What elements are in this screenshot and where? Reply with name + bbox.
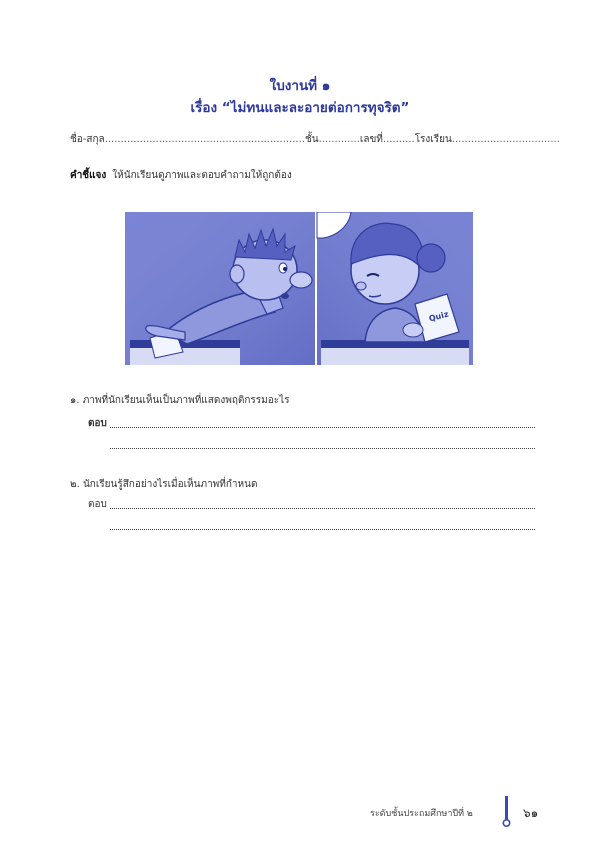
page-number: ๖๑ [523,806,539,820]
instruction-label: คำชี้แจง [70,170,107,181]
number-label: เลขที่ [359,134,383,145]
name-label: ชื่อ-สกุล [70,134,105,145]
answer-1-line-1[interactable] [110,427,535,428]
answer-2-label: ตอบ [88,499,107,510]
answer-2-line-2[interactable] [110,529,535,530]
answer-1-line-2[interactable] [110,448,535,449]
question-2: ๒. นักเรียนรู้สึกอย่างไรเมื่อเห็นภาพที่กำหนด [70,479,258,490]
cheating-illustration [125,212,473,365]
answer-1-label: ตอบ [88,418,107,429]
worksheet-title: ใบงานที่ ๑ [269,78,331,94]
school-label: โรงเรียน [414,134,452,145]
footer-accent-icon [500,796,514,828]
worksheet-subtitle: เรื่อง “ไม่ทนและละอายต่อการทุจริต” [190,100,410,116]
class-label: ชั้น [304,134,319,145]
quiz-paper-text: Quiz [427,309,450,324]
student-info-line: ชื่อ-สกุล...............................................................ชั้น.............เลขที่..........โรงเรียน.................................. [70,134,560,145]
instruction-text: ให้นักเรียนดูภาพและตอบคำถามให้ถูกต้อง [112,170,292,181]
right-panel [317,212,473,365]
left-panel [125,212,315,365]
question-1: ๑. ภาพที่นักเรียนเห็นเป็นภาพที่แสดงพฤติกรรมอะไร [70,395,290,406]
grade-level-footer: ระดับชั้นประถมศึกษาปีที่ ๒ [370,809,473,819]
answer-2-line-1[interactable] [110,508,535,509]
instruction [70,168,292,183]
